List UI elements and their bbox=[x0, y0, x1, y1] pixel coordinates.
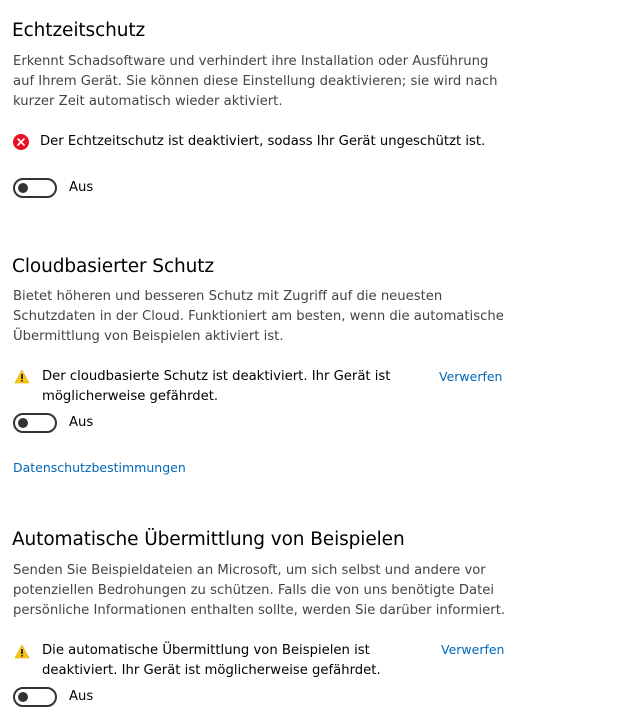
realtime-protection-toggle[interactable] bbox=[13, 178, 57, 198]
privacy-statement-link[interactable]: Datenschutzbestimmungen bbox=[13, 460, 186, 475]
toggle-knob bbox=[18, 418, 28, 428]
warning-icon bbox=[14, 644, 30, 659]
section-description-cloud-protection: Bietet höheren und besseren Schutz mit Zugriff auf die neuesten Schutzdaten in der Cloud. Funktioniert am besten, wenn die automatische Übermittlung von Beispielen aktiviert ist. bbox=[13, 289, 504, 344]
warning-icon bbox=[14, 369, 30, 384]
sample-submission-toggle-label: Aus bbox=[69, 689, 94, 704]
toggle-knob bbox=[18, 183, 28, 193]
realtime-protection-alert-text: Der Echtzeitschutz ist deaktiviert, sodass Ihr Gerät ungeschützt ist. bbox=[40, 134, 486, 149]
sample-submission-alert-text: Die automatische Übermittlung von Beispielen ist deaktiviert. Ihr Gerät ist möglicherweise gefährdet. bbox=[42, 643, 381, 678]
cloud-protection-alert-text: Der cloudbasierte Schutz ist deaktiviert. Ihr Gerät ist möglicherweise gefährdet. bbox=[42, 369, 391, 404]
cloud-protection-toggle-label: Aus bbox=[69, 415, 94, 430]
section-title-sample-submission: Automatische Übermittlung von Beispielen bbox=[12, 529, 405, 550]
realtime-protection-toggle-label: Aus bbox=[69, 180, 94, 195]
error-icon bbox=[13, 134, 29, 150]
section-description-echtzeitschutz: Erkennt Schadsoftware und verhindert ihre Installation oder Ausführung auf Ihrem Gerät. Sie können diese Einstellung deaktivieren; sie wird nach kurzer Zeit automatisch wieder aktiviert. bbox=[13, 54, 498, 109]
dismiss-sample-alert-link[interactable]: Verwerfen bbox=[441, 642, 505, 657]
dismiss-cloud-alert-link[interactable]: Verwerfen bbox=[439, 369, 503, 384]
section-title-cloud-protection: Cloudbasierter Schutz bbox=[12, 256, 215, 277]
section-description-sample-submission: Senden Sie Beispieldateien an Microsoft, um sich selbst und andere vor potenziellen Bedrohungen zu schützen. Falls die von uns benötigte Datei persönliche Informationen enthalten sollte, werden Sie darüber informiert. bbox=[13, 563, 506, 618]
cloud-protection-toggle[interactable] bbox=[13, 413, 57, 433]
sample-submission-toggle[interactable] bbox=[13, 687, 57, 707]
toggle-knob bbox=[18, 692, 28, 702]
section-title-echtzeitschutz: Echtzeitschutz bbox=[12, 20, 146, 41]
